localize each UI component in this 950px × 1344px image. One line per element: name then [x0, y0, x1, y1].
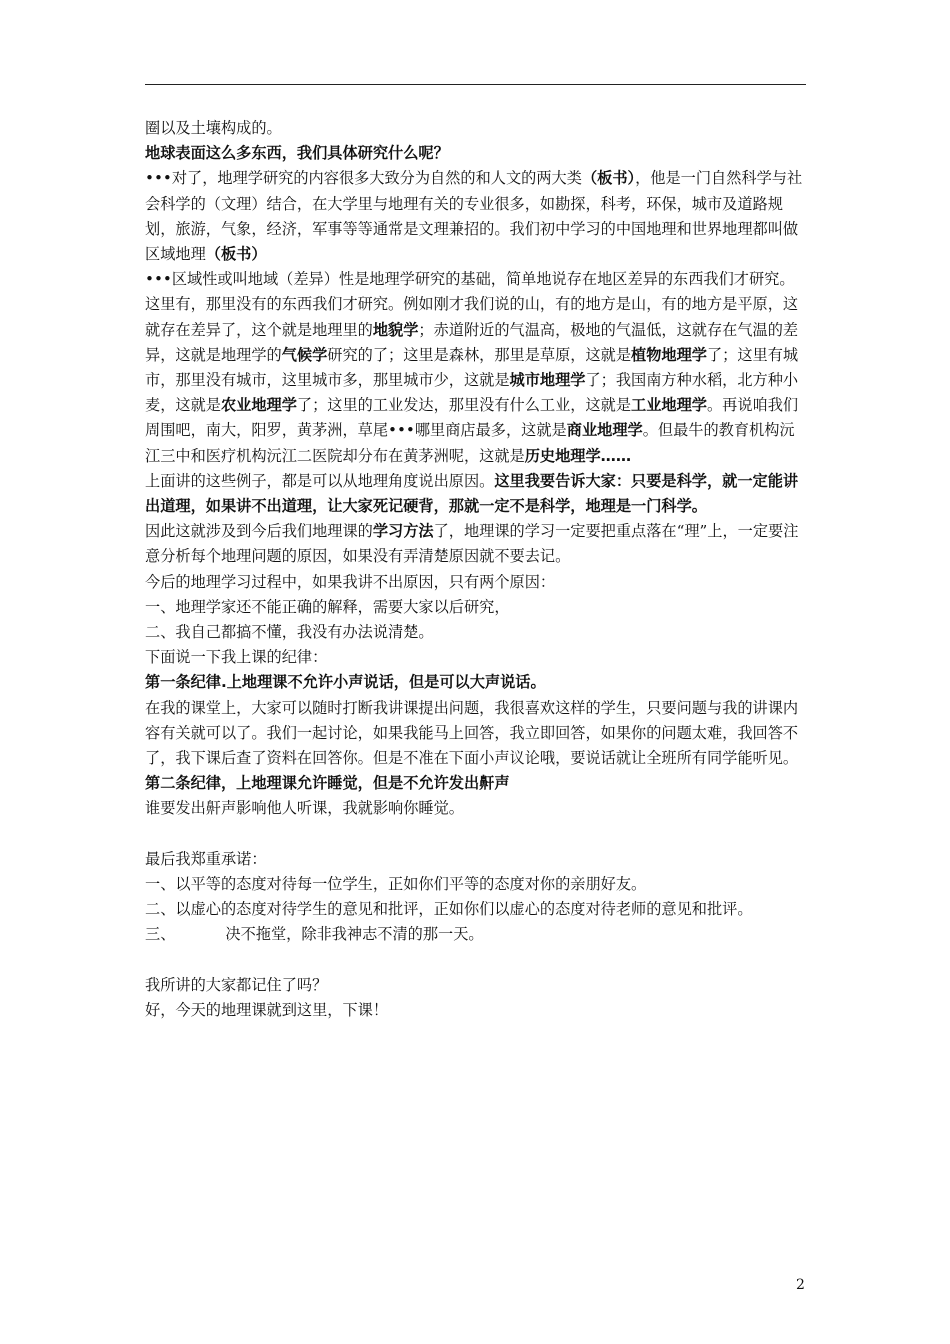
bold-text: 这里我要告诉大家：只要是科学，就一定能讲出道理，如果讲不出道理，让大家死记硬背，那就一定不是科学，地理是一门科学。 [145, 471, 799, 516]
text-run: •••区域性或叫地域（差异）性是地理学研究的基础，简单地说存在地区差异的东西我们才研究。这里有，那里没有的东西我们才研究。例如刚才我们说的山，有的地方是山，有的地方是平原，这就存在差异了，这个就是地理里的 [145, 270, 799, 339]
text-run: 。再说咱我们周围吧，南大，阳罗，黄茅洲，草尾•••哪里商店最多，这就是 [145, 396, 799, 440]
header-rule [145, 84, 806, 85]
bold-text: 第一条纪律.上地理课不允许小声说话，但是可以大声说话。 [145, 673, 546, 692]
text-run: 二、我自己都搞不懂，我没有办法说清楚。 [145, 623, 434, 642]
text-run: 二、以虚心的态度对待学生的意见和批评，正如你们以虚心的态度对待老师的意见和批评。 [145, 900, 753, 919]
text-run: 研究的了；这里是森林，那里是草原，这就是 [327, 345, 631, 364]
paragraph [145, 696, 809, 772]
bold-text: （板书） [581, 169, 636, 188]
text-run: •••对了，地理学研究的内容很多大致分为自然的和人文的两大类 [145, 169, 582, 188]
text-run: 了；这里的工业发达，那里没有什么工业，这就是 [296, 396, 631, 415]
text-run: 了；我国南方种水稻，北方种小麦，这就是 [145, 371, 799, 415]
paragraph [145, 570, 809, 595]
paragraph [145, 141, 809, 166]
bold-text: 农业地理学 [220, 396, 297, 415]
text-run: 好，今天的地理课就到这里，下课！ [145, 1001, 388, 1020]
text-run: 今后的地理学习过程中，如果我讲不出原因，只有两个原因： [145, 572, 556, 591]
paragraph [145, 998, 809, 1023]
text-run: 最后我郑重承诺： [145, 849, 267, 868]
paragraph [145, 670, 809, 695]
paragraph [145, 847, 809, 872]
blank-line [145, 822, 809, 847]
paragraph [145, 267, 809, 469]
bold-text: 植物地理学 [631, 345, 707, 364]
text-run: 决不拖堂，除非我神志不清的那一天。 [225, 925, 484, 944]
bold-text: 学习方法 [372, 522, 434, 541]
text-run: 我所讲的大家都记住了吗？ [145, 975, 328, 994]
text-run: 一、地理学家还不能正确的解释，需要大家以后研究， [145, 597, 510, 616]
bold-text: 气候学 [281, 345, 328, 364]
bold-text: 历史地理学…… [524, 446, 631, 465]
paragraph [145, 872, 809, 897]
text-run: 圈以及土壤构成的。 [145, 119, 282, 137]
page-number: 2 [796, 1277, 805, 1293]
bold-text: 工业地理学 [631, 396, 707, 415]
paragraph [145, 519, 809, 569]
blank-line [145, 948, 809, 973]
text-run: 了，地理课的学习一定要把重点落在“理”上，一定要注意分析每个地理问题的原因，如果没有弄清楚原因就不要去记。 [145, 522, 799, 566]
text-run: 谁要发出鼾声影响他人听课，我就影响你睡觉。 [145, 799, 464, 818]
bold-text: 第二条纪律，上地理课允许睡觉，但是不允许发出鼾声 [145, 774, 510, 793]
paragraph [145, 922, 809, 947]
text-run: 上面讲的这些例子，都是可以从地理角度说出原因。 [145, 471, 495, 490]
text-run: 。但最牛的教育机构沅江三中和医疗机构沅江二医院却分布在黄茅洲呢，这就是 [145, 421, 795, 465]
paragraph [145, 116, 809, 141]
bold-text: 商业地理学 [566, 421, 643, 440]
paragraph [145, 166, 809, 267]
bold-text: 城市地理学 [509, 371, 586, 390]
bold-text: 地貌学 [372, 320, 419, 339]
paragraph [145, 973, 809, 998]
paragraph [145, 771, 809, 796]
paragraph [145, 595, 809, 620]
lesson-body [145, 116, 809, 1023]
text-run: 在我的课堂上，大家可以随时打断我讲课提出问题，我很喜欢这样的学生，只要问题与我的讲课内容有关就可以了。我们一起讨论，如果我能马上回答，我立即回答，如果你的问题太难，我回答不了，我下课后查了资料在回答你。但是不准在下面小声议论哦，要说话就让全班所有同学能听见。 [145, 698, 799, 768]
text-run: 一、以平等的态度对待每一位学生，正如你们平等的态度对你的亲朋好友。 [145, 875, 647, 894]
text-run: 下面说一下我上课的纪律： [145, 648, 328, 667]
paragraph [145, 645, 809, 670]
paragraph [145, 620, 809, 645]
paragraph [145, 469, 809, 519]
paragraph [145, 897, 809, 922]
text-run: 因此这就涉及到今后我们地理课的 [145, 522, 373, 541]
paragraph [145, 796, 809, 821]
text-run: ；赤道附近的气温高，极地的气温低，这就存在气温的差异，这就是地理学的 [145, 320, 799, 364]
text-run: 了；这里有城市，那里没有城市，这里城市多，那里城市少，这就是 [145, 345, 799, 390]
text-run: ，他是一门自然科学与社会科学的（文理）结合，在大学里与地理有关的专业很多，如勘探，科考，环保，城市及道路规划，旅游，气象，经济，军事等等通常是文理兼招的。我们初中学习的中国地理和世界地理都叫做区域地理 [145, 169, 803, 264]
text-run: 三、 [145, 925, 176, 944]
bold-text: 地球表面这么多东西，我们具体研究什么呢？ [145, 144, 449, 163]
bold-text: （板书） [205, 245, 267, 264]
